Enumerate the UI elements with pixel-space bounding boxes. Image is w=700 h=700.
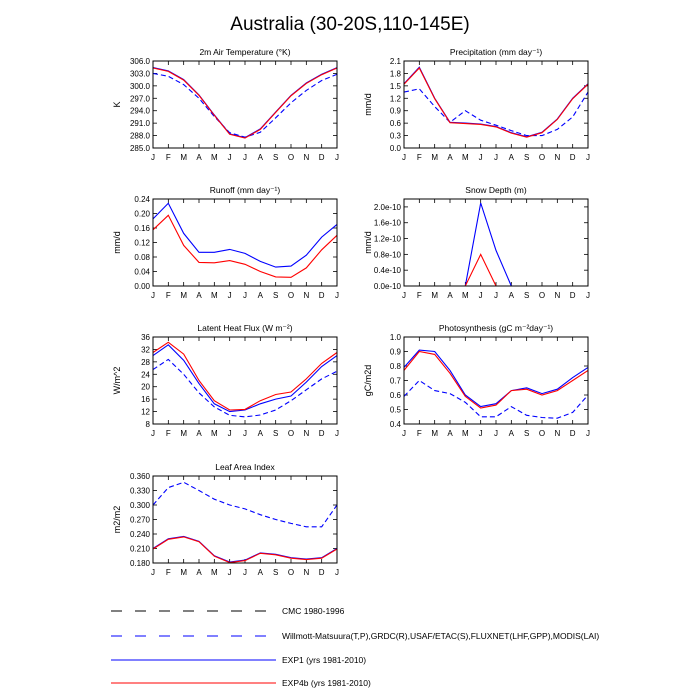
series-line-exp1: [465, 203, 511, 286]
y-tick-label: 300.0: [129, 81, 150, 91]
x-tick-label: J: [227, 568, 232, 577]
x-tick-label: D: [569, 429, 576, 438]
y-tick-label: 24: [141, 370, 150, 380]
plot-frame: [404, 61, 588, 148]
x-tick-label: A: [508, 429, 515, 438]
chart-panel-runoff: [112, 185, 339, 300]
series-line-willmott-matsuura: [404, 89, 588, 136]
x-tick-label: D: [318, 429, 325, 438]
x-tick-label: S: [272, 429, 279, 438]
y-tick-label: 303.0: [129, 69, 150, 79]
legend-label: Willmott-Matsuura(T,P),GRDC(R),USAF/ETAC(S),FLUXNET(LHF,GPP),MODIS(LAI): [282, 631, 600, 641]
x-tick-label: J: [227, 153, 232, 162]
x-tick-label: J: [494, 153, 498, 162]
x-tick-label: M: [431, 291, 439, 300]
x-tick-label: S: [272, 153, 279, 162]
y-tick-label: 32: [141, 345, 150, 355]
x-tick-label: J: [586, 291, 590, 300]
x-tick-label: D: [318, 291, 325, 300]
y-tick-label: 0.210: [129, 544, 150, 554]
y-tick-label: 0.08: [134, 253, 150, 262]
x-tick-label: A: [508, 153, 515, 162]
x-tick-label: S: [272, 568, 279, 577]
x-tick-label: M: [210, 568, 218, 577]
x-tick-label: J: [478, 429, 483, 438]
x-tick-label: A: [196, 429, 202, 438]
y-tick-label: 0.6: [389, 119, 401, 129]
series-line-exp4b: [404, 352, 588, 409]
x-tick-label: J: [151, 429, 155, 438]
x-tick-label: N: [303, 291, 310, 300]
figure-title: Australia (30-20S,110-145E): [230, 14, 470, 35]
y-tick-label: 288.0: [129, 131, 150, 141]
x-tick-label: N: [303, 429, 310, 438]
x-tick-label: J: [243, 429, 247, 438]
y-tick-label: 1.6e-10: [373, 218, 401, 228]
x-tick-label: J: [243, 153, 247, 162]
y-tick-label: 16: [141, 395, 150, 405]
chart-panel-latent-heat: [112, 323, 339, 438]
chart-panel-photosynthesis: [363, 323, 590, 438]
x-tick-label: A: [196, 291, 202, 300]
chart-title: Latent Heat Flux (W m⁻²): [197, 323, 293, 333]
x-tick-label: S: [523, 429, 530, 438]
y-tick-label: 0.16: [134, 224, 150, 233]
x-tick-label: J: [227, 291, 232, 300]
chart-title: Snow Depth (m): [465, 185, 527, 195]
x-tick-label: J: [227, 429, 232, 438]
x-tick-label: F: [165, 291, 171, 300]
x-tick-label: J: [586, 429, 590, 438]
y-axis-label: mm/d: [363, 231, 373, 254]
x-tick-label: J: [494, 429, 498, 438]
x-tick-label: A: [508, 291, 515, 300]
plot-frame: [153, 476, 337, 563]
chart-panel-air-temp: [112, 47, 339, 162]
y-tick-label: 28: [141, 357, 150, 367]
x-tick-label: A: [447, 153, 453, 162]
y-tick-label: 8: [145, 420, 150, 429]
x-tick-label: J: [494, 291, 498, 300]
x-tick-label: J: [335, 291, 339, 300]
x-tick-label: O: [287, 568, 295, 577]
x-tick-label: J: [586, 153, 590, 162]
legend-label: EXP1 (yrs 1981-2010): [282, 655, 367, 665]
x-tick-label: J: [243, 291, 247, 300]
y-tick-label: 0.00: [134, 282, 150, 291]
y-tick-label: 306.0: [129, 57, 150, 66]
y-tick-label: 0.8e-10: [373, 250, 401, 260]
x-tick-label: S: [523, 153, 530, 162]
y-axis-label: mm/d: [112, 231, 122, 254]
x-tick-label: M: [210, 291, 218, 300]
x-tick-label: M: [461, 153, 469, 162]
series-line-exp4b: [153, 68, 337, 138]
x-tick-label: O: [287, 429, 295, 438]
y-tick-label: 1.2: [389, 94, 401, 104]
series-line-exp1: [153, 345, 337, 412]
x-tick-label: F: [165, 153, 171, 162]
y-tick-label: 0.0: [389, 144, 401, 153]
chart-title: Leaf Area Index: [215, 462, 275, 472]
x-tick-label: J: [151, 153, 155, 162]
x-tick-label: A: [257, 291, 264, 300]
x-tick-label: D: [318, 153, 325, 162]
chart-title: Photosynthesis (gC m⁻²day⁻¹): [438, 323, 554, 333]
x-tick-label: O: [538, 153, 546, 162]
x-tick-label: M: [180, 153, 188, 162]
y-tick-label: 0.6: [389, 391, 401, 400]
x-tick-label: N: [554, 429, 561, 438]
series-line-modis: [153, 482, 337, 527]
x-tick-label: J: [335, 153, 339, 162]
y-tick-label: 12: [141, 407, 150, 417]
y-tick-label: 0.4e-10: [373, 266, 401, 276]
x-tick-label: M: [431, 153, 439, 162]
x-tick-label: A: [196, 153, 202, 162]
y-tick-label: 1.2e-10: [373, 234, 401, 244]
x-tick-label: M: [461, 429, 469, 438]
x-tick-label: N: [303, 568, 310, 577]
plot-frame: [404, 199, 588, 286]
x-tick-label: F: [416, 291, 422, 300]
legend-label: EXP4b (yrs 1981-2010): [282, 678, 371, 688]
plot-frame: [404, 337, 588, 424]
x-tick-label: F: [165, 568, 171, 577]
x-tick-label: J: [478, 291, 483, 300]
y-tick-label: 0.24: [134, 195, 150, 204]
x-tick-label: D: [318, 568, 325, 577]
x-tick-label: O: [287, 153, 295, 162]
x-tick-label: O: [538, 291, 546, 300]
x-tick-label: J: [478, 153, 483, 162]
x-tick-label: A: [257, 429, 264, 438]
x-tick-label: A: [196, 568, 202, 577]
x-tick-label: J: [335, 429, 339, 438]
y-tick-label: 0.5: [389, 405, 401, 415]
series-line-exp1: [153, 203, 337, 267]
series-line-exp1: [404, 350, 588, 407]
x-tick-label: M: [431, 429, 439, 438]
x-tick-label: J: [151, 568, 155, 577]
chart-title: 2m Air Temperature (°K): [199, 47, 291, 57]
y-tick-label: 2.0e-10: [373, 202, 401, 212]
x-tick-label: J: [243, 568, 247, 577]
x-tick-label: M: [180, 568, 188, 577]
y-tick-label: 0.300: [129, 501, 150, 510]
y-tick-label: 36: [141, 333, 150, 342]
legend: [111, 606, 599, 688]
x-tick-label: A: [257, 568, 264, 577]
y-tick-label: 0.240: [129, 530, 150, 539]
y-tick-label: 1.8: [389, 69, 401, 79]
x-tick-label: M: [461, 291, 469, 300]
y-tick-label: 0.04: [134, 267, 150, 277]
x-tick-label: S: [523, 291, 530, 300]
x-tick-label: A: [257, 153, 264, 162]
x-tick-label: J: [151, 291, 155, 300]
y-tick-label: 0.8: [389, 362, 401, 371]
series-line-exp4b: [153, 215, 337, 277]
y-tick-label: 285.0: [129, 144, 150, 153]
y-axis-label: m2/m2: [112, 505, 122, 534]
y-tick-label: 0.20: [134, 209, 150, 219]
y-axis-label: K: [112, 101, 122, 108]
y-axis-label: mm/d: [363, 93, 373, 116]
y-tick-label: 20: [141, 382, 150, 392]
x-tick-label: O: [538, 429, 546, 438]
y-tick-label: 0.3: [389, 131, 401, 141]
chart-panel-snow-depth: [363, 185, 590, 300]
x-tick-label: J: [335, 568, 339, 577]
y-tick-label: 0.7: [389, 376, 401, 386]
legend-label: CMC 1980-1996: [282, 606, 345, 616]
x-tick-label: N: [303, 153, 310, 162]
plot-frame: [153, 199, 337, 286]
x-tick-label: M: [210, 429, 218, 438]
chart-title: Runoff (mm day⁻¹): [209, 185, 281, 195]
series-line-willmott-matsuura: [153, 73, 337, 137]
x-tick-label: J: [402, 291, 406, 300]
x-tick-label: A: [447, 429, 453, 438]
y-tick-label: 297.0: [129, 94, 150, 104]
x-tick-label: N: [554, 153, 561, 162]
x-tick-label: S: [272, 291, 279, 300]
series-line-exp1: [153, 536, 337, 562]
chart-panels: [112, 47, 590, 577]
chart-panel-lai: [112, 462, 339, 577]
x-tick-label: M: [180, 291, 188, 300]
series-line-fluxnet: [404, 381, 588, 419]
y-axis-label: gC/m2d: [363, 364, 373, 397]
x-tick-label: M: [180, 429, 188, 438]
plot-frame: [153, 337, 337, 424]
y-tick-label: 1.0: [389, 333, 401, 342]
chart-title: Precipitation (mm day⁻¹): [449, 47, 543, 57]
y-tick-label: 0.9: [389, 347, 401, 357]
x-tick-label: D: [569, 291, 576, 300]
x-tick-label: J: [402, 429, 406, 438]
plot-frame: [153, 61, 337, 148]
x-tick-label: A: [447, 291, 453, 300]
y-tick-label: 0.180: [129, 559, 150, 568]
y-axis-label: W/m^2: [112, 366, 122, 395]
y-tick-label: 291.0: [129, 119, 150, 129]
x-tick-label: F: [416, 429, 422, 438]
y-tick-label: 0.9: [389, 106, 401, 116]
y-tick-label: 0.0e-10: [373, 282, 401, 291]
x-tick-label: M: [210, 153, 218, 162]
y-tick-label: 0.330: [129, 486, 150, 496]
x-tick-label: F: [416, 153, 422, 162]
x-tick-label: J: [402, 153, 406, 162]
y-tick-label: 0.270: [129, 515, 150, 525]
x-tick-label: O: [287, 291, 295, 300]
y-tick-label: 1.5: [389, 81, 401, 91]
y-tick-label: 0.12: [134, 238, 150, 248]
series-line-fluxnet: [153, 359, 337, 417]
y-tick-label: 0.4: [389, 420, 401, 429]
chart-panel-precip: [363, 47, 590, 162]
y-tick-label: 2.1: [389, 57, 401, 66]
x-tick-label: N: [554, 291, 561, 300]
y-tick-label: 294.0: [129, 106, 150, 116]
series-line-exp4b: [153, 342, 337, 410]
x-tick-label: D: [569, 153, 576, 162]
y-tick-label: 0.360: [129, 472, 150, 481]
x-tick-label: F: [165, 429, 171, 438]
